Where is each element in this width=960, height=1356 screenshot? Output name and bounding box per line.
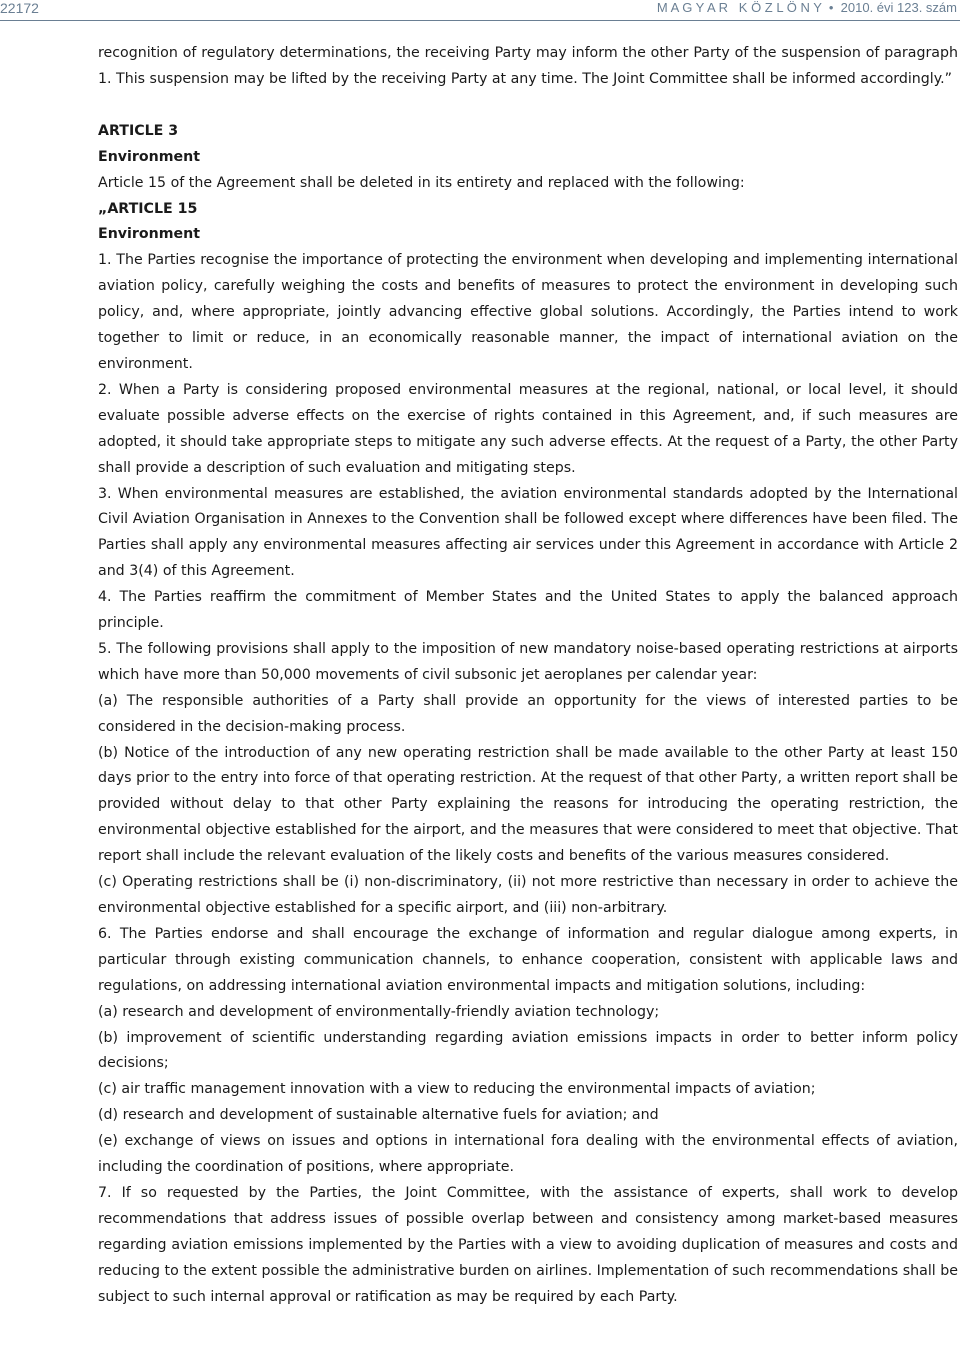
article-15-heading: „ARTICLE 15 bbox=[98, 200, 198, 217]
article-3-subheading: Environment bbox=[98, 148, 201, 165]
paragraph-5c: (c) Operating restrictions shall be (i) non-discriminatory, (ii) not more restrictive than necessary in order to achieve the environmental objective established for a specific airport, and (iii) non-arbitrary. bbox=[98, 874, 958, 916]
section-gap bbox=[98, 93, 958, 119]
paragraph-6e: (e) exchange of views on issues and options in international fora dealing with the environmental effects of aviation, including the coordination of positions, where appropriate. bbox=[98, 1133, 958, 1176]
paragraph-6d: (d) research and development of sustainable alternative fuels for aviation; and bbox=[98, 1107, 659, 1124]
journal-title: M A G Y A R K Ö Z L Ö N Y • 2010. évi 123. szám bbox=[656, 0, 957, 15]
document-body bbox=[98, 41, 958, 1311]
article-15-subheading: Environment bbox=[98, 226, 201, 243]
paragraph-2: 2. When a Party is considering proposed environmental measures at the regional, national, or local level, it should evaluate possible adverse effects on the exercise of rights contained in this Agreement, and, if such measures are adopted, it should take appropriate steps to mitigate any such adverse effects. At the request of a Party, the other Party shall provide a description of such evaluation and mitigating steps. bbox=[98, 381, 958, 476]
article-3-text: Article 15 of the Agreement shall be deleted in its entirety and replaced with the following: bbox=[98, 174, 745, 191]
paragraph-4: 4. The Parties reaffirm the commitment of Member States and the United States to apply the balanced approach principle. bbox=[98, 589, 958, 632]
page-number: 22172 bbox=[0, 0, 39, 16]
paragraph-5b: (b) Notice of the introduction of any new operating restriction shall be made available to the other Party at least 150 days prior to the entry into force of that operating restriction. At the request of that other Party, a written report shall be provided without delay to that other Party explaining the reasons for introducing the operating restriction, the environmental objective established for the airport, and the measures that were considered to meet that objective. That report shall include the relevant evaluation of the likely costs and benefits of the various measures considered. bbox=[98, 744, 958, 865]
paragraph-6a: (a) research and development of environmentally-friendly aviation technology; bbox=[98, 1003, 660, 1020]
header-rule bbox=[0, 20, 960, 21]
paragraph-6b: (b) improvement of scientific understanding regarding aviation emissions impacts in order to better inform policy decisions; bbox=[98, 1029, 958, 1072]
paragraph-1: 1. The Parties recognise the importance of protecting the environment when developing and implementing international aviation policy, carefully weighing the costs and benefits of measures to protect the environment in developing such policy, and, where appropriate, jointly advancing effective global solutions. Accordingly, the Parties intend to work together to limit or reduce, in an economically reasonable manner, the impact of international aviation on the environment. bbox=[98, 252, 958, 372]
article-3-heading: ARTICLE 3 bbox=[98, 122, 179, 139]
intro-paragraph: recognition of regulatory determinations, the receiving Party may inform the other Party of the suspension of paragraph 1. This suspension may be lifted by the receiving Party at any time. The Joint Committee shall be informed accordingly.” bbox=[98, 45, 958, 87]
page-header bbox=[0, 0, 960, 22]
paragraph-6c: (c) air traffic management innovation with a view to reducing the environmental impacts of aviation; bbox=[98, 1081, 816, 1098]
paragraph-6: 6. The Parties endorse and shall encourage the exchange of information and regular dialogue among experts, in particular through existing communication channels, to enhance cooperation, consistent with applicable laws and regulations, on addressing international aviation environmental impacts and mitigation solutions, including: bbox=[98, 925, 958, 994]
paragraph-7: 7. If so requested by the Parties, the Joint Committee, with the assistance of experts, shall work to develop recommendations that address issues of possible overlap between and consistency among market-based measures regarding aviation emissions implemented by the Parties with a view to avoiding duplication of measures and costs and reducing to the extent possible the administrative burden on airlines. Implementation of such recommendations shall be subject to such internal approval or ratification as may be required by each Party. bbox=[98, 1184, 958, 1305]
paragraph-5a: (a) The responsible authorities of a Party shall provide an opportunity for the views of interested parties to be considered in the decision-making process. bbox=[98, 692, 958, 735]
paragraph-5: 5. The following provisions shall apply to the imposition of new mandatory noise-based operating restrictions at airports which have more than 50,000 movements of civil subsonic jet aeroplanes per calendar year: bbox=[98, 640, 958, 683]
paragraph-3: 3. When environmental measures are established, the aviation environmental standards adopted by the International Civil Aviation Organisation in Annexes to the Convention shall be followed except where differences have been filed. The Parties shall apply any environmental measures affecting air services under this Agreement in accordance with Article 2 and 3(4) of this Agreement. bbox=[98, 485, 958, 580]
